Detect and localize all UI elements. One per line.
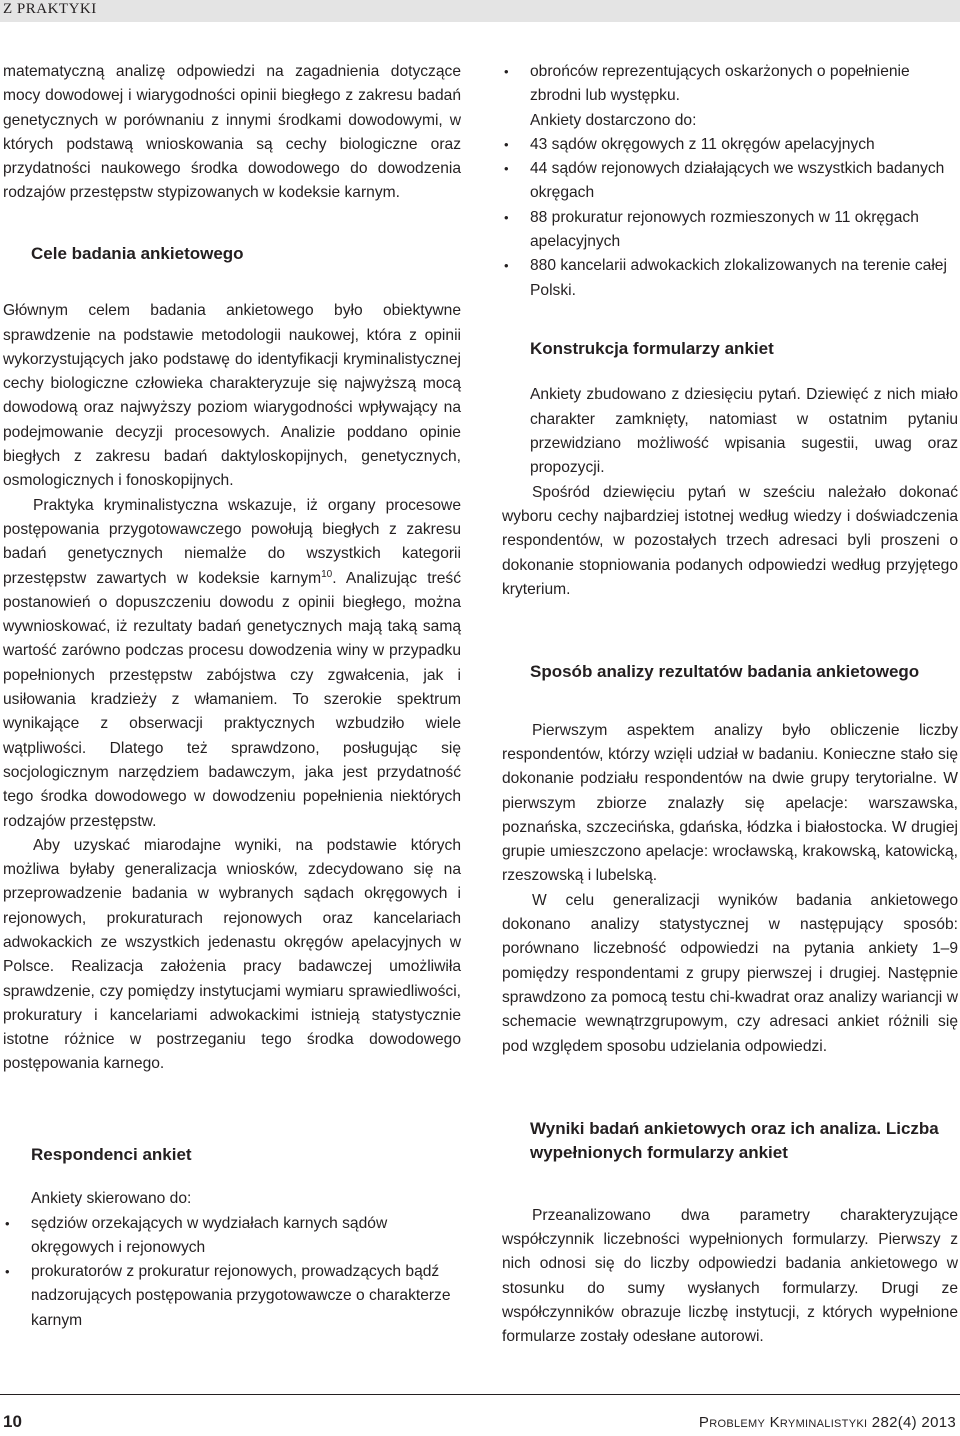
bullet-icon: • [504, 64, 509, 79]
respondents-intro: Ankiety skierowano do: [31, 1190, 192, 1208]
right-column [502, 60, 958, 1350]
respondents-list-continued [502, 60, 958, 109]
goals-paragraph-2-text: Praktyka kryminalistyczna wskazuje, iż organy procesowe postępowania przygotowawczego powołują biegłych z zakresu badań genetycznych niemalże do wszystkich kategorii przestępstw zawartych w kodeksie karnym [3, 496, 461, 587]
analysis-paragraph-2: W celu generalizacji wyników badania ankietowego dokonano analizy statystycznej w następujący sposób: porównano liczebność odpowiedzi na pytania ankiety 1–9 pomiędzy respondentami z grupy pierwszej i drugiej. Następnie sprawdzono za pomocą testu chi-kwadrat oraz analizy wariancji w schemacie wewnątrzgrupowym, czy adresaci ankiet różnili się pod względem sposobu udzielania odpowiedzi. [502, 891, 958, 1055]
left-column [3, 60, 461, 1333]
goals-paragraph-2 [3, 494, 461, 834]
goals-paragraph-2-tail: . Analizując treść postanowień o dopuszczeniu dowodu z opinii biegłego, można wywnioskować, iż rezultaty badań genetycznych mają taką samą wartość zarówno podczas procesu dowodzenia winy w przypadku popełnionych przestępstw zabójstwa czy zgwałcenia, jak i usiłowania kradzieży z włamaniem. To szerokie spektrum wynikające z obserwacji praktycznych wzbudziło wiele wątpliwości. Dlatego też sprawdzono, posługując się socjologicznym narzędziem badawczym, jaka jest przydatność tego środka dowodowego w dowodzeniu popełnienia niektórych rodzajów przestępstw. [3, 569, 461, 830]
heading-analysis: Sposób analizy rezultatów badania ankietowego [530, 662, 920, 682]
goals-paragraph-1: Głównym celem badania ankietowego było obiektywne sprawdzenie na podstawie metodologii naukowej, która z opinii wykorzystujących jako podstawę do identyfikacji kryminalistycznej cechy biologiczne człowieka charakteryzuje się najwyższą mocą dowodową oraz najwyższy poziom wiarygodności wpływający na podejmowanie decyzji procesowych. Analizie poddano opinie biegłych z zakresu badań daktyloskopijnych, genetycznych, osmologicznych i fonoskopijnych. [3, 302, 461, 490]
goals-paragraph-3: Aby uzyskać miarodajne wyniki, na podstawie których możliwa byłaby generalizacja wniosków, zdecydowano się na przeprowadzenie badania w wybranych sądach okręgowych i rejonowych, prokuraturach rejonowych oraz kancelariach adwokackich ze wszystkich jedenastu okręgów apelacyjnych w Polsce. Realizacja założenia pracy badawczej umożliwiła sprawdzenie, czy pomiędzy instytucjami wymiaru sprawiedliwości, prokuratury i kancelariami adwokackimi istnieją statystycznie istotne różnice w postrzeganiu tego środka dowodowego postępowania karnego. [3, 836, 461, 1073]
construction-paragraph-1: Ankiety zbudowano z dziesięciu pytań. Dziewięć z nich miało charakter zamknięty, natomiast w ostatnim pytaniu przewidziano możliwość wpisania sugestii, uwag oraz propozycji. [530, 386, 958, 477]
list-item: • sędziów orzekających w wydziałach karnych sądów okręgowych i rejonowych [3, 1212, 461, 1261]
construction-paragraph-2: Spośród dziewięciu pytań w sześciu należało dokonać wyboru cechy najbardziej istotnej według wiedzy i doświadczenia respondentów, w pozostałych trzech adresaci byli proszeni o dokonanie stopniowania podanych odpowiedzi według przyjętego kryterium. [502, 483, 958, 598]
list-item: • prokuratorów z prokuratur rejonowych, prowadzących bądź nadzorujących postępowania przygotowawcze o charakterze karnym [3, 1260, 461, 1333]
heading-goals: Cele badania ankietowego [31, 243, 244, 263]
list-item: • 880 kancelarii adwokackich zlokalizowanych na terenie całej Polski. [502, 254, 958, 303]
bullet-icon: • [5, 1264, 10, 1280]
journal-title: Problemy Kryminalistyki 282(4) 2013 [698, 1414, 956, 1431]
footer-divider [0, 1394, 960, 1395]
list-item: • obrońców reprezentujących oskarżonych o popełnienie zbrodni lub występku. [502, 60, 958, 109]
intro-paragraph: matematyczną analizę odpowiedzi na zagadnienia dotyczące mocy dowodowej i wiarygodności opinii biegłego z zakresu badań genetycznych w porównaniu z innymi środkami dowodowymi, w których podstawą wnioskowania są cechy biologiczne oraz przydatności naukowego środka dowodowego do dowodzenia rodzajów przestępstw stypizowanych w kodeksie karnym. [3, 63, 461, 202]
bullet-icon: • [504, 258, 509, 274]
list-item: • 44 sądów rejonowych działających we wszystkich badanych okręgach [502, 157, 958, 206]
heading-results: Wyniki badań ankietowych oraz ich analiza. Liczba wypełnionych formularzy ankiet [530, 1118, 939, 1163]
heading-construction: Konstrukcja formularzy ankiet [530, 338, 774, 358]
page-number: 10 [3, 1412, 22, 1431]
list-item: • 43 sądów okręgowych z 11 okręgów apelacyjnych [502, 133, 958, 157]
respondents-list [3, 1212, 461, 1333]
footnote-ref: 10 [321, 568, 333, 580]
delivered-intro: Ankiety dostarczono do: [530, 111, 697, 129]
section-header-bar [0, 0, 960, 22]
results-paragraph-1: Przeanalizowano dwa parametry charakteryzujące współczynnik liczebności wypełnionych formularzy. Pierwszy z nich odnosi się do liczby odpowiedzi badania ankietowego w stosunku do sumy wysłanych formularzy. Drugi ze współczynników obrazuje liczbę instytucji, z których wypełnione formularze zostały odesłane autorowi. [502, 1206, 958, 1346]
delivered-list [502, 133, 958, 303]
section-label: Z PRAKTYKI [3, 1, 97, 17]
list-item: • 88 prokuratur rejonowych rozmieszonych w 11 okręgach apelacyjnych [502, 206, 958, 255]
bullet-icon: • [504, 209, 509, 225]
heading-respondents: Respondenci ankiet [31, 1144, 192, 1164]
bullet-icon: • [5, 1215, 10, 1231]
analysis-paragraph-1: Pierwszym aspektem analizy było obliczenie liczby respondentów, którzy wzięli udział w badaniu. Konieczne stało się dokonanie podziału respondentów na dwie grupy terytorialne. W pierwszym zbiorze znalazły się apelacje: warszawska, poznańska, szczecińska, gdańska, łódzka i białostocka. W drugiej grupie umieszczono apelacje: wrocławską, krakowską, katowicką, rzeszowską i lubelską. [502, 721, 958, 885]
bullet-icon: • [504, 161, 509, 177]
bullet-icon: • [504, 136, 509, 152]
